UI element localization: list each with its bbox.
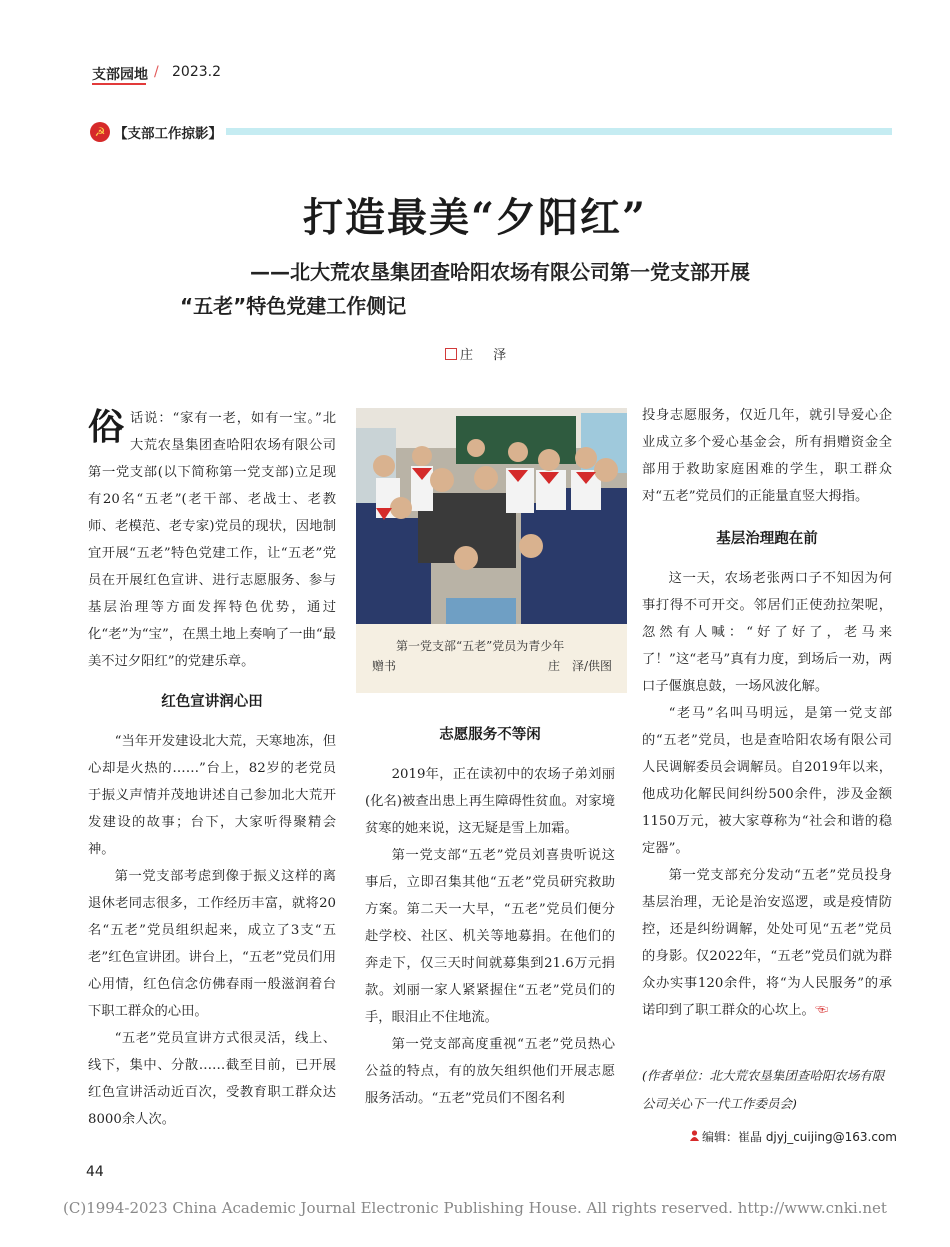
paragraph	[642, 862, 892, 1024]
column-label: 【支部工作掠影】	[114, 126, 222, 142]
article-subtitle-line2: “五老”特色党建工作侧记	[180, 294, 407, 318]
header-separator: /	[154, 64, 159, 80]
paragraph: 第一党支部高度重视“五老”党员热心公益的特点，有的放矢组织他们开展志愿服务活动。“五老”党员们不图名利	[365, 1037, 615, 1106]
issue-date: 2023.2	[172, 64, 221, 80]
caption-credit: 庄 泽/供图	[547, 659, 612, 673]
paragraph-text: 第一党支部充分发动“五老”党员投身基层治理，无论是治安巡逻，或是疫情防控，还是纠纷调解，处处可见“五老”党员的身影。仅2022年，“五老”党员们就为群众办实事120余件，将“为人民服务”的承诺印到了职工群众的心坎上。	[642, 868, 892, 1018]
photo-caption	[372, 636, 612, 676]
column-3	[642, 402, 892, 1024]
intro-text: 话说：“家有一老，如有一宝。”北大荒农垦集团查哈阳农场有限公司第一党支部(以下简称第一党支部)立足现有20名“五老”(老干部、老战士、老教师、老模范、老专家)党员的现状，因地制宜开展“五老”特色党建工作，让“五老”党员在开展红色宣讲、进行志愿服务、参与基层治理等方面发挥特色优势，通过化“老”为“宝”，在黑土地上奏响了一曲“最美不过夕阳红”的党建乐章。	[88, 411, 336, 669]
intro-paragraph	[88, 405, 336, 675]
party-emblem-icon: ☭	[90, 122, 110, 142]
group-photo	[356, 408, 627, 624]
article-title: 打造最美“夕阳红”	[302, 194, 647, 241]
page-number: 44	[86, 1164, 104, 1180]
paragraph: “五老”党员宣讲方式很灵活，线上、线下，集中、分散……截至目前，已开展红色宣讲活动近百次，受教育职工群众达8000余人次。	[88, 1031, 336, 1127]
article-subtitle-line1: ——北大荒农垦集团查哈阳农场有限公司第一党支部开展	[250, 260, 750, 284]
section-underline	[92, 83, 146, 85]
section-heading-volunteer: 志愿服务不等闲	[439, 727, 541, 743]
photo-block	[356, 408, 627, 693]
section-name: 支部园地	[92, 67, 148, 83]
paragraph: 第一党支部“五老”党员刘喜贵听说这事后，立即召集其他“五老”党员研究救助方案。第二天一大早，“五老”党员们便分赴学校、社区、机关等地募捐。在他们的奔走下，仅三天时间就募集到21.6万元捐款。刘丽一家人紧紧握住“五老”党员们的手，眼泪止不住地流。	[365, 848, 615, 1025]
caption-line1: 第一党支部“五老”党员为青少年	[396, 639, 565, 653]
section-heading-governance: 基层治理跑在前	[716, 531, 818, 547]
author-box-icon	[445, 348, 457, 360]
caption-line2	[372, 656, 612, 676]
drop-cap: 俗	[88, 407, 125, 448]
paragraph: “当年开发建设北大荒，天寒地冻，但心却是火热的……”台上，82岁的老党员于振义声情并茂地讲述自己参加北大荒开发建设的故事；台下，大家听得聚精会神。	[88, 734, 336, 857]
person-icon	[690, 1130, 699, 1141]
section-heading-red-lecture: 红色宣讲润心田	[161, 694, 263, 710]
editor-credit: 编辑：崔晶 djyj_cuijing@163.com	[702, 1130, 897, 1144]
paragraph: “老马”名叫马明远，是第一党支部的“五老”党员，也是查哈阳农场有限公司人民调解委员会调解员。自2019年以来，他成功化解民间纠纷500余件，涉及金额1150万元，被大家尊称为“社会和谐的稳定器”。	[642, 706, 892, 856]
column-2	[365, 722, 615, 1112]
author-affiliation: (作者单位：北大荒农垦集团查哈阳农场有限公司关心下一代工作委员会)	[642, 1068, 885, 1111]
end-mark-icon: ☜	[814, 1003, 829, 1018]
caption-line2-left: 赠书	[372, 659, 397, 673]
copyright-footer: (C)1994-2023 China Academic Journal Electronic Publishing House. All rights reserved. http://www.cnki.net	[63, 1199, 887, 1217]
paragraph: 这一天，农场老张两口子不知因为何事打得不可开交。邻居们正使劲拉架呢，忽然有人喊：“好了好了，老马来了！”这“老马”真有力度，到场后一劝，两口子偃旗息鼓，一场风波化解。	[642, 571, 892, 694]
column-bar	[226, 128, 892, 135]
column-1	[88, 405, 336, 1133]
paragraph: 第一党支部考虑到像于振义这样的离退休老同志很多，工作经历丰富，就将20名“五老”党员组织起来，成立了3支“五老”红色宣讲团。讲台上，“五老”党员们用心用情，红色信念仿佛春雨一般滋润着台下职工群众的心田。	[88, 869, 336, 1019]
author-name: 庄 泽	[460, 348, 515, 363]
continued-paragraph: 投身志愿服务，仅近几年，就引导爱心企业成立多个爱心基金会，所有捐赠资金全部用于救助家庭困难的学生，职工群众对“五老”党员们的正能量直竖大拇指。	[642, 408, 892, 504]
paragraph: 2019年，正在读初中的农场子弟刘丽(化名)被查出患上再生障碍性贫血。对家境贫寒的她来说，这无疑是雪上加霜。	[365, 767, 615, 836]
